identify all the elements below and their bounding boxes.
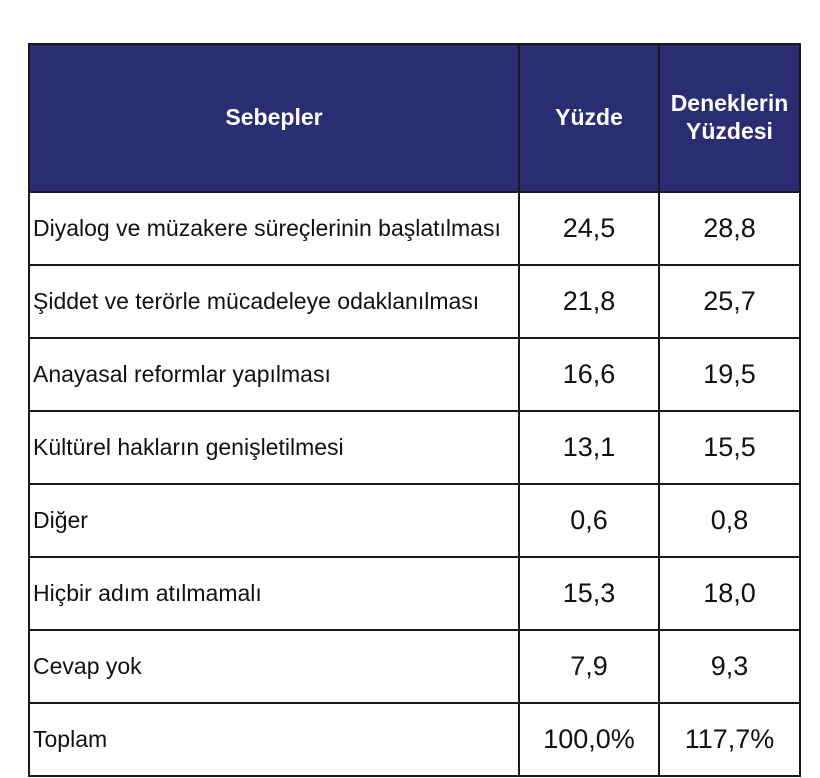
percent-cell: 0,6	[519, 484, 659, 557]
header-respondent-percent: Deneklerin Yüzdesi	[659, 44, 800, 192]
header-reasons: Sebepler	[29, 44, 519, 192]
reason-cell: Diğer	[29, 484, 519, 557]
total-label-cell: Toplam	[29, 703, 519, 776]
respondent-percent-cell: 15,5	[659, 411, 800, 484]
respondent-percent-cell: 0,8	[659, 484, 800, 557]
total-respondent-percent-cell: 117,7%	[659, 703, 800, 776]
table-row	[29, 557, 800, 630]
percent-cell: 16,6	[519, 338, 659, 411]
respondent-percent-cell: 25,7	[659, 265, 800, 338]
percent-cell: 13,1	[519, 411, 659, 484]
table-row	[29, 630, 800, 703]
reason-cell: Cevap yok	[29, 630, 519, 703]
percent-cell: 21,8	[519, 265, 659, 338]
table-row	[29, 192, 800, 265]
respondent-percent-cell: 18,0	[659, 557, 800, 630]
reason-cell: Şiddet ve terörle mücadeleye odaklanılması	[29, 265, 519, 338]
table-header-row	[29, 44, 800, 192]
total-row	[29, 703, 800, 776]
header-percent: Yüzde	[519, 44, 659, 192]
respondent-percent-cell: 28,8	[659, 192, 800, 265]
total-percent-cell: 100,0%	[519, 703, 659, 776]
data-table-container	[28, 43, 799, 777]
table-row	[29, 265, 800, 338]
percent-cell: 24,5	[519, 192, 659, 265]
reason-cell: Anayasal reformlar yapılması	[29, 338, 519, 411]
reason-cell: Hiçbir adım atılmamalı	[29, 557, 519, 630]
respondent-percent-cell: 9,3	[659, 630, 800, 703]
reason-cell: Kültürel hakların genişletilmesi	[29, 411, 519, 484]
table-row	[29, 411, 800, 484]
table-row	[29, 484, 800, 557]
percent-cell: 7,9	[519, 630, 659, 703]
reason-cell: Diyalog ve müzakere süreçlerinin başlatılması	[29, 192, 519, 265]
table-row	[29, 338, 800, 411]
reasons-table	[28, 43, 801, 777]
percent-cell: 15,3	[519, 557, 659, 630]
respondent-percent-cell: 19,5	[659, 338, 800, 411]
